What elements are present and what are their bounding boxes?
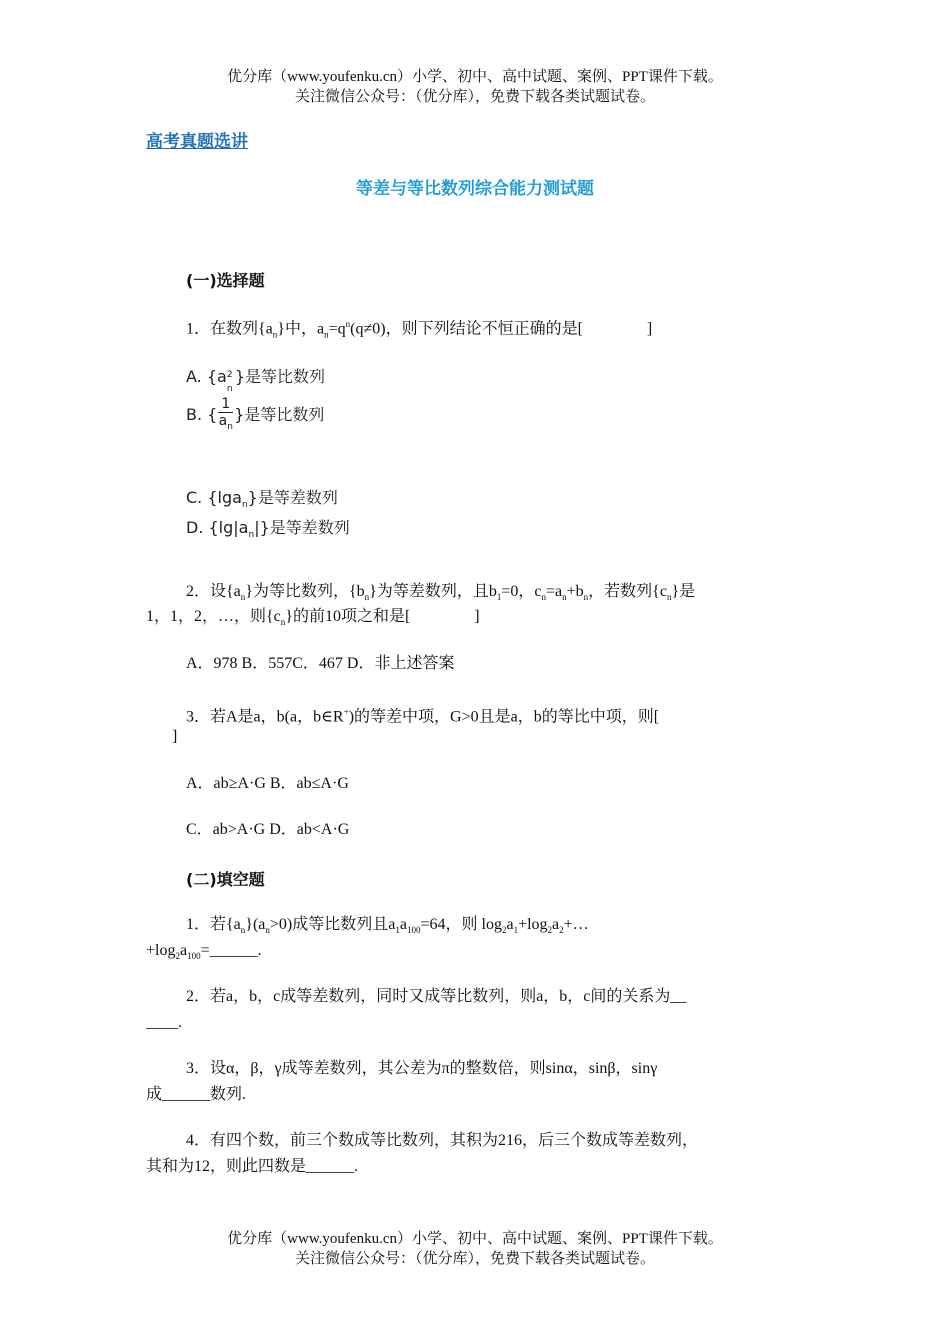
- fill-question-4-line-1: 4．有四个数，前三个数成等比数列，其积为216，后三个数成等差数列，: [186, 1132, 699, 1149]
- question-1-stem: 1．在数列$\{a_n\}$中，$a_n=q^n(q\ne 0)$，则下列结论不恒正确的是[ ]: [186, 319, 653, 340]
- section-heading-choice: (一)选择题: [186, 271, 265, 290]
- fill-question-1-line-1: 1．若$\{a_n\}(a_n>0)$成等比数列且$a_1a_{100}=64$，则 $\log_2a_1+\log_2a_2+\dots$: [186, 916, 589, 936]
- fill-question-1-line-2: $+\log_2a_{100}=\_\_\_\_\_\_$.: [146, 942, 262, 962]
- fill-question-3-line-1: 3．设α，β，γ成等差数列，其公差为π的整数倍，则sinα，sinβ，sinγ: [186, 1060, 658, 1077]
- question-2-options: A．978 B．557C．467 D．非上述答案: [186, 655, 455, 672]
- question-1-option-d: D. $\{\lg|a_n|\}$是等差数列: [186, 518, 350, 541]
- footer-line-2: 关注微信公众号：（优分库），免费下载各类试题试卷。: [294, 1251, 655, 1267]
- fill-question-2-line-1: 2．若a，b，c成等差数列，同时又成等比数列，则a，b，c间的关系为__: [186, 988, 687, 1005]
- question-1-option-b: B. { $\frac{1}{a_n}$ }是等比数列: [186, 396, 325, 432]
- fill-question-2-line-2: ____.: [146, 1014, 182, 1031]
- section-heading-fill: (二)填空题: [186, 870, 265, 889]
- fill-question-3-line-2: 成______数列.: [146, 1086, 247, 1103]
- question-1-option-a: A. {a 2 n }是等比数列: [186, 367, 326, 394]
- question-3-options-2: C．ab>A·G D．ab<A·G: [186, 821, 350, 838]
- footer-line-1: 优分库（www.youfenku.cn）小学、初中、高中试题、案例、PPT课件下载。: [227, 1231, 723, 1247]
- page-title: 等差与等比数列综合能力测试题: [356, 179, 594, 199]
- question-3-options-1: A．ab≥A·G B．ab≤A·G: [186, 775, 349, 792]
- breadcrumb-link[interactable]: 高考真题选讲: [146, 132, 248, 152]
- fill-question-4-line-2: 其和为12，则此四数是______.: [146, 1158, 359, 1175]
- question-3-line-2: ]: [172, 728, 178, 745]
- question-3-line-1: 3．若A是a，b(a，b∈R+)的等差中项，G>0且是a，b的等比中项，则[: [186, 707, 660, 726]
- header-line-1: 优分库（www.youfenku.cn）小学、初中、高中试题、案例、PPT课件下载。: [227, 69, 723, 85]
- question-1-option-c: C. {lga$_n$}是等差数列: [186, 488, 338, 511]
- question-2-line-2: 1，1，2，…，则$\{c_n\}$的前10项之和是[ ]: [146, 608, 480, 628]
- question-2-line-1: 2．设$\{a_n\}$为等比数列，$\{b_n\}$为等差数列，且$b_1=0$，$c_n=a_n+b_n$，若数列$\{c_n\}$是: [186, 583, 696, 603]
- header-line-2: 关注微信公众号：（优分库），免费下载各类试题试卷。: [294, 89, 655, 105]
